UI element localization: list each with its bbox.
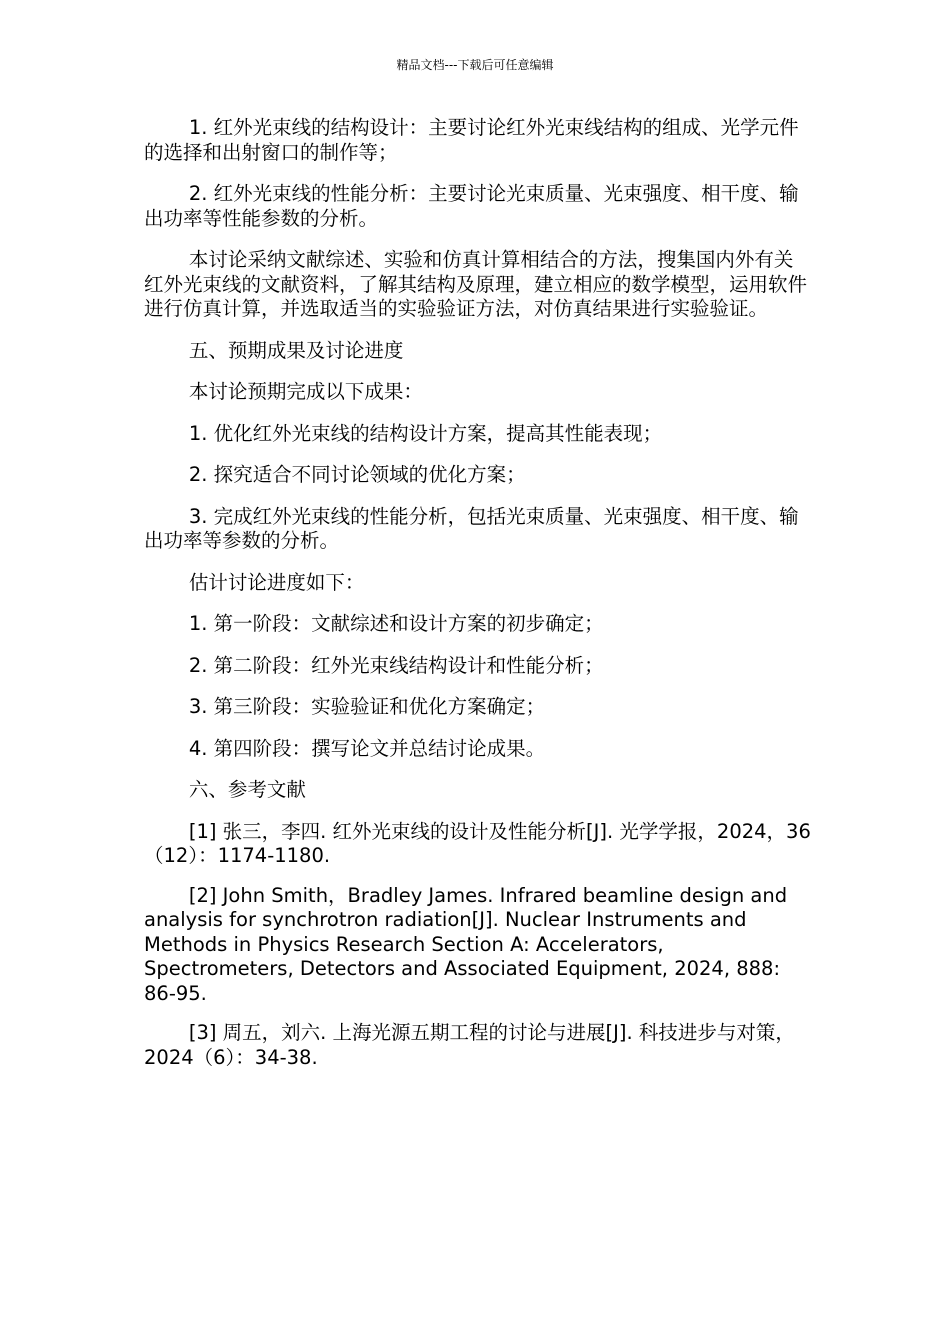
section-heading-references: 六、参考文献	[188, 778, 306, 801]
list-item-result-2: 2. 探究适合不同讨论领域的优化方案；	[188, 463, 526, 486]
paragraph-structure-design: 1. 红外光束线的结构设计：主要讨论红外光束线结构的组成、光学元件的选择和出射窗口的制作等；	[144, 116, 799, 164]
paragraph-performance-analysis: 2. 红外光束线的性能分析：主要讨论光束质量、光束强度、相干度、输出功率等性能参数的分析。	[144, 182, 799, 230]
reference-item-2: [2] John Smith，Bradley James. Infrared beamline design and analysis for synchrotron radiation[J]. Nuclear Instruments and Methods in Physics Research Section A: Accelerators, Spectrometers, Detectors and Associated Equipment, 2024, 888: 86-95.	[144, 883, 788, 1005]
paragraph-method: 本讨论采纳文献综述、实验和仿真计算相结合的方法，搜集国内外有关红外光束线的文献资料，了解其结构及原理，建立相应的数学模型，运用软件进行仿真计算，并选取适当的实验验证方法，对仿真结果进行实验验证。	[144, 248, 808, 320]
document-body	[144, 116, 812, 1085]
list-item-stage-3: 3. 第三阶段：实验验证和优化方案确定；	[188, 695, 546, 718]
list-item-stage-2: 2. 第二阶段：红外光束线结构设计和性能分析；	[188, 653, 604, 677]
reference-item-1: [1] 张三，李四. 红外光束线的设计及性能分析[J]. 光学学报，2024，36（12）：1174-1180.	[144, 819, 811, 867]
paragraph-expected-intro: 本讨论预期完成以下成果：	[188, 380, 423, 403]
reference-item-3: [3] 周五，刘六. 上海光源五期工程的讨论与进展[J]. 科技进步与对策，2024（6）：34-38.	[144, 1021, 795, 1069]
section-heading-expected-results: 五、预期成果及讨论进度	[188, 338, 404, 362]
list-item-result-1: 1. 优化红外光束线的结构设计方案，提高其性能表现；	[188, 421, 663, 445]
list-item-stage-1: 1. 第一阶段：文献综述和设计方案的初步确定；	[188, 612, 604, 635]
list-item-result-3: 3. 完成红外光束线的性能分析，包括光束质量、光束强度、相干度、输出功率等参数的分析。	[144, 504, 799, 552]
page-header: 精品文档---下载后可任意编辑	[396, 58, 554, 72]
paragraph-schedule-intro: 估计讨论进度如下：	[188, 570, 365, 594]
list-item-stage-4: 4. 第四阶段：撰写论文并总结讨论成果。	[188, 736, 546, 760]
